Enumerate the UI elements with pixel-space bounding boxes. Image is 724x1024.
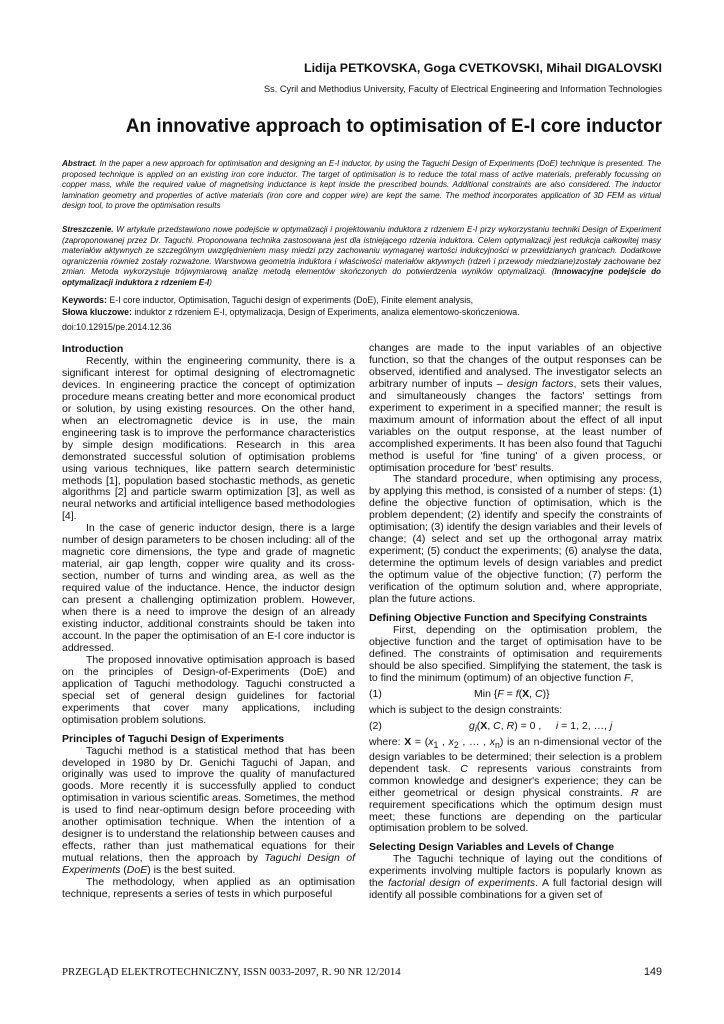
objective-paragraph: First, depending on the optimisation problem, the objective function and the target of optimisation have to be defined. The constraints of optimisation and requirements should be also specified. Simplifying the statement, the task is to find the minimum (optimum) of an objective function F, — [369, 623, 662, 684]
abstract-text: . In the paper a new approach for optimisation and designing an E-I inductor, by using the Taguchi Design of Experiments (DoE) technique is presented. The proposed technique is applied on an existing iron core inductor. The target of optimisation is to reduce the total mass of active materials, preferably focussing on copper mass, while the required value of magnetising inductance is kept inside the prescribed bounds. Additional constraints are also considered. The inductor lamination geometry and properties of active materials (iron core and copper wire) are kept the same. The method incorporates application of 3D FEM as virtual design tool, to prove the optimisation results — [62, 159, 661, 211]
where-paragraph: where: $X = (x_1$ , $x_2$ , … , $x_n$) is an n-dimensional vector of the design variables to be determined; their selection is a problem dependent task. C represents various constraints from common knowledge and designer's experience; they can be either geometrical or design physical constraints. R are requirement specifications which the optimum design must meet; these functions are depending on the particular optimisation problem to be solved. — [369, 735, 662, 835]
keywords-text: E-I core inductor, Optimisation, Taguchi design of experiments (DoE), Finite element analysis, — [106, 295, 474, 305]
intro-paragraph-3: The proposed innovative optimisation approach is based on the principles of Design-of-Experiments (DoE) and application of Taguchi methodology. Taguchi constructed a special set of general design guidelines for factorial experiments that cover many applications, including optimisation problem solutions. — [62, 653, 355, 726]
doi: doi:10.12915/pe.2014.12.36 — [62, 322, 172, 332]
intro-paragraph-1: Recently, within the engineering community, there is a significant interest for optimal designing of electromagnetic devices. In engineering practice the concept of optimization procedure means creating better and more economical product or solution, by using existing resources. On the other hand, when an electromagnetic device is in use, the main engineering task is to improve the performance characteristics by simple design modifications. Research in this area demonstrated successful solution of optimisation problems using various techniques, like pattern search deterministic methods [1], population based stochastic methods, as genetic algorithms [2] and particle swarm optimization [3], as well as neural networks and artificial intelligence based methodologies [4]. — [62, 355, 355, 523]
principles-heading: Principles of Taguchi Design of Experiments — [62, 732, 285, 745]
abstract — [62, 159, 661, 212]
streszczenie-label: Streszczenie. — [62, 225, 114, 234]
introduction-heading: Introduction — [62, 343, 124, 355]
keywords-pl-text: induktor z rdzeniem E-I, optymalizacja, Design of Experiments, analiza elementowo-skończeniowa. — [131, 307, 520, 317]
streszczenie-text: W artykule przedstawiono nowe podejście w optymalizacji i projektowaniu induktora z rdzeniem E-I przy wykorzystaniu techniki Design of Experiment (zaproponowanej przez Dr. Taguchi. Proponowana technika zastosowana jest dla istniejącego rdzenia induktora. Celem optymalizacji jest redukcja całkowitej masy materiałów aktywnych ze szczególnym uwzględnieniem masy miedzi przy zachowaniu wymaganej wartości indukcyjności w przewidzianych granicach. Dodatkowe ograniczenia również zostały rozważone. Warstwowa geometria induktora i właściwości materiałów aktywnych (rdzeń i przewody miedziane)zostały zachowane bez zmian. Metoda wykorzystuje trójwymiarową analizę metodą elementów skończonych do potwierdzenia wyników optymalizacji. ( — [62, 225, 661, 277]
paper-title: An innovative approach to optimisation of E-I core inductor — [125, 116, 662, 137]
selecting-paragraph: The Taguchi technique of laying out the conditions of experiments involving multiple factors is popularly known as the factorial design of experiments. A full factorial design will identify all possible combinations for a given set of — [369, 853, 663, 902]
keywords-pl-label: Słowa kluczowe: — [62, 307, 132, 317]
equation-1-number: (1) — [369, 687, 382, 700]
authors: Lidija PETKOVSKA, Goga CVETKOVSKI, Mihail DIGALOVSKI — [304, 61, 662, 75]
objective-heading: Defining Objective Function and Specifying Constraints — [369, 611, 648, 624]
constraint-intro: which is subject to the design constraints: — [369, 703, 563, 716]
right-paragraph-2: The standard procedure, when optimising any process, by applying this method, is consisted of a number of steps: (1) define the objective function of optimisation, which is the problem dependent; (2) identify and specify the constraints of optimisation; (3) identify the design variables and their levels of change; (4) select and set up the orthogonal array matrix experiment; (5) conduct the experiments; (6) analyse the data, determine the optimum levels of design variables and predict the optimum value of the objective function; (7) perform the verification of the optimum solution and, where appropriate, plan the future actions. — [369, 473, 662, 606]
principles-paragraph-1: Taguchi method is a statistical method that has been developed in 1980 by Dr. Genichi Taguchi of Japan, and originally was used to improve the quality of manufactured goods. More recently it is successfully applied to conduct optimisation in various scientific areas. Sometimes, the method is used to find near-optimum design before proceeding with another optimisation technique. When the intention of a designer is to understand the relationship between causes and effects, rather than just mathematical equations for their mutual relations, then the approach by Taguchi Design of Experiments (DoE) is the best suited. — [62, 744, 356, 877]
abstract-label: Abstract — [62, 159, 95, 168]
page-number: 149 — [643, 966, 662, 978]
equation-1 — [369, 689, 662, 701]
keywords-label: Keywords: — [62, 295, 107, 305]
right-column — [369, 343, 662, 902]
principles-paragraph-2: The methodology, when applied as an optimisation technique, represents a series of tests in which purposeful — [62, 876, 355, 900]
keywords-pl — [62, 306, 661, 318]
selecting-heading: Selecting Design Variables and Levels of Change — [369, 841, 615, 854]
equation-2-number: (2) — [369, 719, 382, 732]
equation-1-expression: Min {F = f(X, C)} — [474, 687, 550, 700]
intro-paragraph-2: In the case of generic inductor design, there is a large number of design parameters to be chosen including: all of the magnetic core dimensions, the type and grade of magnetic material, air gap length, copper wire quality and its cross-section, number of turns and winding area, as well as the required value of the inductance. Hence, the inductor design can present a challenging optimization problem. However, when there is a need to improve the design of an already existing inductor, additional constraints should be taken into account. In the paper the optimisation of an E-I core inductor is addressed. — [62, 522, 355, 654]
right-paragraph-1: changes are made to the input variables of an objective function, so that the changes of the output responses can be observed, identified and analysed. The investigator selects an arbitrary number of inputs – design factors, sets their values, and simultaneously changes the factors' settings from experiment to experiment in a specified manner; the result is maximum amount of information about the effect of all input variables on the output response, at the least number of accomplished experiments. It has been also found that Taguchi method is useful for 'fine tuning' of a given process, or optimisation procedure for 'best' results. — [369, 342, 663, 474]
streszczenie-title-pl: Innowacyjne podejście do optymalizacji induktora z rdzeniem E-I — [62, 267, 662, 287]
equation-2-expression: $g_i(X$, C, R) = 0 , i = 1, 2, …, j — [469, 719, 613, 734]
streszczenie-close: ) — [209, 277, 212, 287]
streszczenie — [62, 225, 661, 289]
left-column — [62, 343, 355, 901]
journal-footer: PRZEGLĄD ELEKTROTECHNICZNY, ISSN 0033-2097, R. 90 NR 12/2014 — [62, 966, 401, 978]
equation-2 — [369, 721, 662, 733]
keywords — [62, 294, 661, 306]
affiliation: Ss. Cyril and Methodius University, Faculty of Electrical Engineering and Information Technologies — [264, 84, 662, 94]
